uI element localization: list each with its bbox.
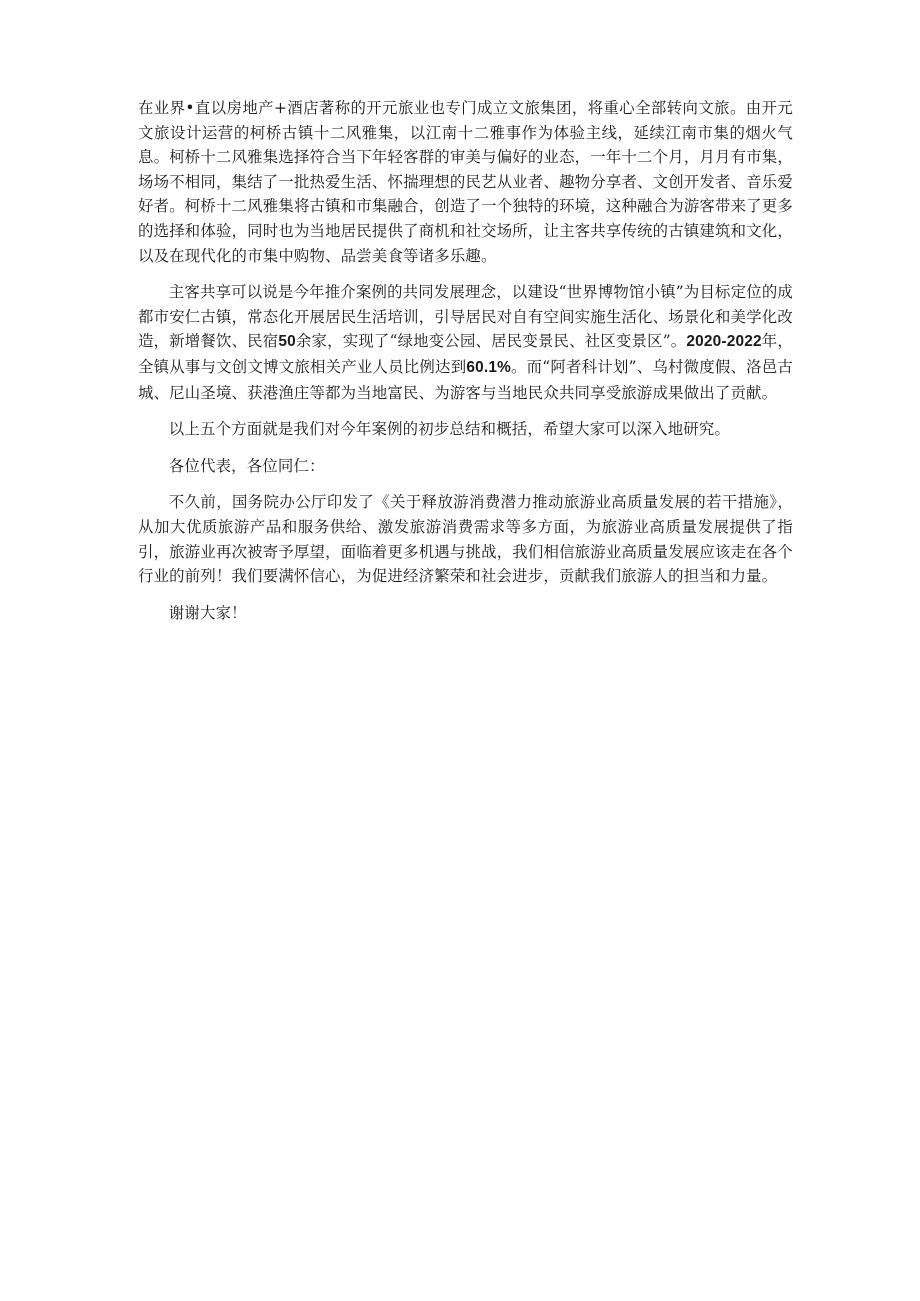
paragraph-policy: 不久前，国务院办公厅印发了《关于释放游消费潜力推动旅游业高质量发展的若干措施》，从加大优质旅游产品和服务供给、激发旅游消费需求等多方面，为旅游业高质量发展提供了指引，旅游业再次被寄予厚望，面临着更多机遇与挑战，我们相信旅游业高质量发展应该走在各个行业的前列！我们要满怀信心，为促进经济繁荣和社会进步，贡献我们旅游人的担当和力量。 xyxy=(138,493,793,586)
paragraph-summary: 以上五个方面就是我们对今年案例的初步总结和概括，希望大家可以深入地研究。 xyxy=(168,420,731,439)
paragraph-text-segment: 主客共享可以说是今年推介案例的共同发展理念，以建设“世界博物馆小镇”为目标定位的成都市安仁古镇，常态化开展居民生活培训，引导居民对自有空间实施生活化、场景化和美学化改造，新增餐饮、民宿 xyxy=(138,283,793,351)
paragraph-text-segment: 年，全镇从事与文创文博文旅相关产业人员比例达到 xyxy=(138,332,793,376)
paragraph-text-segment: 余家，实现了“绿地变公园、居民变景民、社区变景区”。 xyxy=(295,332,687,351)
percentage-value: 60.1% xyxy=(466,358,511,376)
year-range-value: 2020-2022 xyxy=(686,333,762,351)
count-value: 50 xyxy=(278,333,296,351)
paragraph-text-segment: 。而“阿者科计划”、乌村微度假、洛邑古城、尼山圣境、获港渔庄等都为当地富民、为游客与当地民众共同享受旅游成果做出了贡献。 xyxy=(138,357,794,402)
paragraph-host-guest-sharing xyxy=(138,280,793,405)
document-body xyxy=(138,96,793,637)
paragraph-kaiyuan: 在业界•直以房地产+酒店著称的开元旅业也专门成立文旅集团，将重心全部转向文旅。由开元文旅设计运营的柯桥古镇十二风雅集，以江南十二雅事作为体验主线，延续江南市集的烟火气息。柯桥十二风雅集选择符合当下年轻客群的审美与偏好的业态，一年十二个月，月月有市集，场场不相同，集结了一批热爱生活、怀揣理想的民艺从业者、趣物分享者、文创开发者、音乐爱好者。柯桥十二风雅集将古镇和市集融合，创造了一个独特的环境，这种融合为游客带来了更多的选择和体验，同时也为当地居民提供了商机和社交场所，让主客共享传统的古镇建筑和文化，以及在现代化的市集中购物、品尝美食等诸多乐趣。 xyxy=(138,99,793,265)
paragraph-salutation: 各位代表，各位同仁： xyxy=(168,456,325,475)
paragraph-closing: 谢谢大家！ xyxy=(168,603,247,622)
